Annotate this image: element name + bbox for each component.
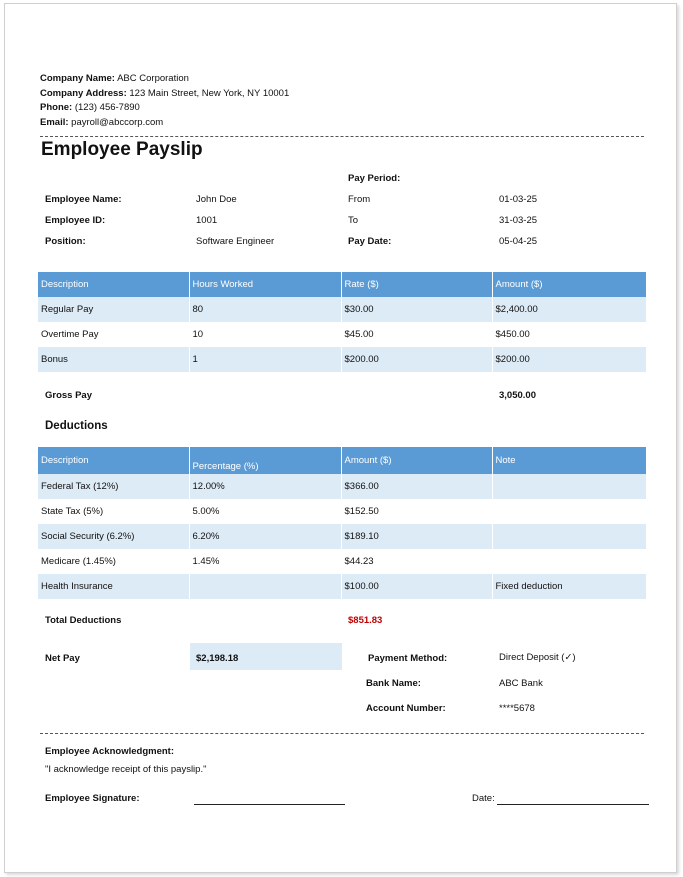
earnings-header-hours: Hours Worked — [189, 272, 341, 297]
table-cell: $152.50 — [341, 499, 492, 524]
acknowledgment-text: "I acknowledge receipt of this payslip." — [45, 764, 207, 775]
gross-pay-value: 3,050.00 — [499, 390, 536, 401]
table-row — [38, 347, 646, 372]
date-line[interactable] — [497, 804, 649, 805]
company-name: ABC Corporation — [117, 73, 189, 84]
to-label: To — [348, 215, 359, 226]
table-cell: Health Insurance — [38, 574, 189, 599]
employee-name-label: Employee Name: — [45, 194, 122, 205]
from-date: 01-03-25 — [499, 194, 538, 205]
employee-name: John Doe — [196, 194, 237, 205]
earnings-table — [38, 272, 646, 372]
table-cell: 6.20% — [189, 524, 341, 549]
table-cell — [492, 474, 646, 499]
earnings-header-amount: Amount ($) — [492, 272, 646, 297]
table-cell: $450.00 — [492, 322, 646, 347]
table-cell: $366.00 — [341, 474, 492, 499]
company-phone: (123) 456-7890 — [74, 102, 140, 113]
table-cell: Social Security (6.2%) — [38, 524, 189, 549]
pay-period-label: Pay Period: — [348, 173, 401, 184]
table-row — [38, 574, 646, 599]
table-cell: Federal Tax (12%) — [38, 474, 189, 499]
deductions-header-note: Note — [492, 447, 646, 474]
table-row — [38, 297, 646, 322]
table-cell: Bonus — [38, 347, 189, 372]
employee-id: 1001 — [196, 215, 218, 226]
table-cell: Fixed deduction — [492, 574, 646, 599]
to-date: 31-03-25 — [499, 215, 538, 226]
earnings-header-rate: Rate ($) — [341, 272, 492, 297]
table-cell: $45.00 — [341, 322, 492, 347]
from-label: From — [348, 194, 371, 205]
net-pay-label: Net Pay — [45, 653, 80, 664]
date-label: Date: — [472, 793, 495, 804]
company-address-label: Company Address: — [40, 87, 127, 99]
table-cell: 12.00% — [189, 474, 341, 499]
table-cell: $30.00 — [341, 297, 492, 322]
earnings-header-description: Description — [38, 272, 189, 297]
table-cell — [492, 524, 646, 549]
payment-method-value: Direct Deposit (✓) — [499, 652, 576, 663]
account-number-value: ****5678 — [499, 703, 535, 714]
table-row — [38, 549, 646, 574]
table-cell: 80 — [189, 297, 341, 322]
payment-method-label: Payment Method: — [368, 653, 448, 664]
deductions-header-amount: Amount ($) — [341, 447, 492, 474]
table-cell: $189.10 — [341, 524, 492, 549]
position-value: Software Engineer — [196, 236, 275, 247]
table-cell: $100.00 — [341, 574, 492, 599]
deductions-header-description: Description — [38, 447, 189, 474]
company-email-line — [40, 116, 289, 131]
table-cell — [492, 499, 646, 524]
deductions-table — [38, 447, 646, 599]
total-deductions-label: Total Deductions — [45, 615, 122, 626]
table-cell: $44.23 — [341, 549, 492, 574]
table-cell: 10 — [189, 322, 341, 347]
table-cell: Overtime Pay — [38, 322, 189, 347]
signature-line[interactable] — [194, 804, 345, 805]
gross-pay-label: Gross Pay — [45, 390, 92, 401]
acknowledgment-heading: Employee Acknowledgment: — [45, 746, 174, 757]
total-deductions-value: $851.83 — [348, 615, 383, 626]
company-address: 123 Main Street, New York, NY 10001 — [129, 87, 290, 99]
table-cell: 1 — [189, 347, 341, 372]
pay-date-label: Pay Date: — [348, 236, 392, 247]
payslip-page — [4, 3, 677, 873]
account-number-label: Account Number: — [366, 703, 446, 714]
earnings-header-row — [38, 272, 646, 297]
company-info — [40, 72, 289, 130]
company-name-line — [40, 72, 289, 87]
bank-name-label: Bank Name: — [366, 678, 421, 689]
company-phone-line — [40, 101, 289, 116]
table-cell: Regular Pay — [38, 297, 189, 322]
company-name-label: Company Name: — [40, 73, 115, 84]
divider-top — [40, 136, 644, 137]
page-title: Employee Payslip — [41, 139, 203, 160]
deductions-header-percentage: Percentage (%) — [189, 447, 341, 474]
signature-label: Employee Signature: — [45, 793, 140, 804]
deductions-heading: Deductions — [45, 420, 108, 432]
table-row — [38, 322, 646, 347]
deductions-header-row — [38, 447, 646, 474]
position-label: Position: — [45, 236, 86, 247]
table-row — [38, 524, 646, 549]
table-cell: $200.00 — [492, 347, 646, 372]
net-pay-value: $2,198.18 — [196, 653, 239, 664]
table-cell: 5.00% — [189, 499, 341, 524]
table-cell: 1.45% — [189, 549, 341, 574]
table-cell — [492, 549, 646, 574]
table-cell: State Tax (5%) — [38, 499, 189, 524]
table-cell: Medicare (1.45%) — [38, 549, 189, 574]
pay-date: 05-04-25 — [499, 236, 538, 247]
company-email: payroll@abccorp.com — [71, 116, 164, 128]
company-email-label: Email: — [40, 116, 69, 128]
table-cell: $200.00 — [341, 347, 492, 372]
table-cell — [189, 574, 341, 599]
company-address-line — [40, 87, 289, 102]
employee-id-label: Employee ID: — [45, 215, 106, 226]
table-row — [38, 474, 646, 499]
company-phone-label: Phone: — [40, 102, 73, 113]
table-row — [38, 499, 646, 524]
table-cell: $2,400.00 — [492, 297, 646, 322]
bank-name-value: ABC Bank — [499, 678, 543, 689]
divider-bottom — [40, 733, 644, 734]
